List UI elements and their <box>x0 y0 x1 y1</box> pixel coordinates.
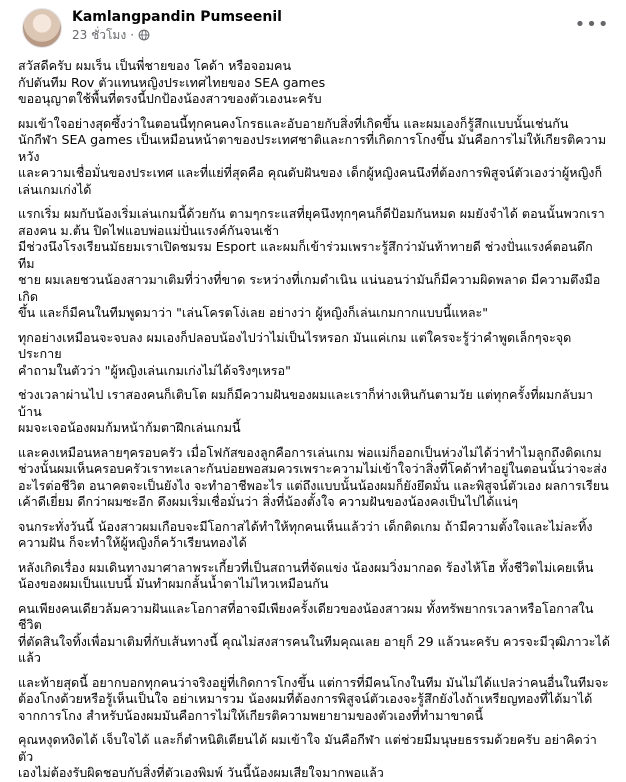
globe-icon <box>138 29 150 41</box>
post-body <box>12 58 614 782</box>
author-name[interactable]: Kamlangpandin Pumseenil <box>72 9 282 25</box>
post-paragraph: แรกเริ่ม ผมกับน้องเริ่มเล่นเกมนี้ด้วยกัน ตามๆกระแสที่ยุคนึงทุกๆคนก็ดีป้อมกันหมด ผมยังจำได้ ตอนนั้นพวกเรา สองคน ม.ต้น ปิดไฟแอบพ่อแม่ปั่นแรงค์กันจนเช้า มีช่วงนึงโรงเรียนมัธยมเราเปิดชมรม Esport และผมก็เข้าร่วมเพราะรู้สึกว่ามันท้าทายดี ช่วงปั่นแรงค์ตอนดึก ทีม ชาย ผมเลยชวนน้องสาวมาเติมที่ว่างที่ขาด ระหว่างที่เกมดำเนิน แน่นอนว่ามันก็มีความผิดพลาด มีความตึงมือเกิด ขึ้น และก็มีคนในทีมพูดมาว่า "เล่นโครตโง่เลย อย่างว่า ผู้หญิงก็เล่นเกมกากแบบนี้แหละ" <box>18 206 605 320</box>
post-paragraph: ทุกอย่างเหมือนจะจบลง ผมเองก็ปลอบน้องไปว่าไม่เป็นไรหรอก มันแค่เกม แต่ใครจะรู้ว่าคำพูดเล็กๆจะจุดประกาย คำถามในตัวว่า "ผู้หญิงเล่นเกมเก่งไม่ได้จริงๆเหรอ" <box>18 329 572 378</box>
post-paragraph: และคงเหมือนหลายๆครอบครัว เมื่อโฟกัสของลูกคือการเล่นเกม พ่อแม่ก็ออกเป็นห่วงไม่ได้ว่าทำไมลูกถึงติดเกม ช่วงนั้นผมเห็นครอบครัวเราทะเลาะกันบ่อยพอสมควรเพราะความไม่เข้าใจว่าสิ่งที่โคด้าทำอยู่ในตอนนั้นว่าจะส่ง อะไรต่อชีวิต อนาคตจะเป็นยังไง จะทำอาชีพอะไร แต่ถึงแบบนั้นน้องผมก็ยังยึดมั่น และพิสูจน์ตัวเอง ผลการเรียน เค้าดีเยี่ยม ดีกว่าผมซะอีก ดึงผมเริ่มเชื่อมั่นว่า สิ่งที่น้องตั้งใจ ความฝันของน้องคงเป็นไปได้แน่ๆ <box>18 444 609 509</box>
post-paragraph: ช่วงเวลาผ่านไป เราสองคนก็เติบโต ผมก็มีความฝันของผมและเราก็ห่างเหินกันตามวัย แต่ทุกครั้งที่ผมกลับมาบ้าน ผมจะเจอน้องผมก้มหน้าก้มตาฝึกเล่นเกมนี้ <box>18 387 594 435</box>
post-paragraph: ผมเข้าใจอย่างสุดซึ้งว่าในตอนนี้ทุกคนคงโกรธและอับอายกับสิ่งที่เกิดขึ้น และผมเองก็รู้สึกแบบนั้นเช่นกัน นักกีฬา SEA games เป็นเหมือนหน้าตาของประเทศชาติและการที่เกิดการโกงขึ้น มันคือการไม่ให้เกียรติความหวัง และความเชื่อมั่นของประเทศ และที่แย่ที่สุดคือ คุณดับฝันของ เด็กผู้หญิงคนนึงที่ต้องการพิสูจน์ตัวเองว่าผู้หญิงก็ เล่นเกมเก่งได้ <box>18 115 607 197</box>
post-paragraph: จนกระทั่งวันนี้ น้องสาวผมเกือบจะมีโอกาสได้ทำให้ทุกคนเห็นแล้วว่า เด็กติดเกม ถ้ามีความตั้งใจและไม่ละทิ้ง ความฝัน ก็จะทำให้ผู้หญิงก็คว้าเรียนทองได้ <box>18 518 593 550</box>
separator-dot: · <box>130 28 135 42</box>
post-paragraph: คนเพียงคนเดียวล้มความฝันและโอกาสที่อาจมีเพียงครั้งเดียวของน้องสาวผม ทั้งทรัพยากรเวลาหรือโอกาสในชีวิต ที่ตัดสินใจทิ้งเพื่อมาเติมที่กับเส้นทางนี้ คุณไม่สงสารคนในทีมคุณเลย อายุก็ 29 แล้วนะครับ ควรจะมีวุฒิภาวะได้ แล้ว <box>18 600 610 665</box>
post-header <box>12 0 614 58</box>
post-time[interactable]: 23 ชั่วโมง <box>72 28 127 42</box>
post-meta <box>72 8 282 43</box>
post-paragraph: และท้ายสุดนี้ อยากบอกทุกคนว่าจริงอยู่ที่เกิดการโกงขึ้น แต่การที่มีคนโกงในทีม มันไม่ได้แปลว่าคนอื่นในทีมจะ ต้องโกงด้วยหรือรู้เห็นเป็นใจ อย่าเหมารวม น้องผมที่ต้องการพิสูจน์ตัวเองจะรู้สึกยังไงถ้าเหรียญทองที่ได้มาได้ จากการโกง สำหรับน้องผมมันคือการไม่ให้เกียรติความพยายามของตัวเองที่ทำมาขาดนี้ <box>18 674 609 723</box>
avatar[interactable] <box>22 8 62 48</box>
post-paragraph: หลังเกิดเรื่อง ผมเดินทางมาศาลาพระเกี้ยวที่เป็นสถานที่จัดแข่ง น้องผมวิ่งมากอด ร้องไห้โฮ ทั้งชีวิตไม่เคยเห็น น้องของผมเป็นแบบนี้ มันทำผมกลั้นน้ำตาไม่ไหวเหมือนกัน <box>18 559 594 591</box>
post-paragraph: คุณหงุดหงิดได้ เจ็บใจได้ และก็ตำหนิติเตียนได้ ผมเข้าใจ มันคือกีฬา แต่ช่วยมีมนุษยธรรมด้วยครับ อย่าคิดว่าตัว เองไม่ต้องรับผิดชอบกับสิ่งที่ตัวเองพิมพ์ วันนี้น้องผมเสียใจมากพอแล้ว <box>18 732 597 780</box>
post-subtitle <box>72 27 282 43</box>
post-paragraph: สวัสดีครับ ผมเร็น เป็นพี่ชายของ โคด้า หรือจอมคน กัปตันทีม Rov ตัวแทนหญิงประเทศไทยของ SEA games ขออนุญาตใช้พื้นที่ตรงนี้ปกป้องน้องสาวของตัวเองนะครับ <box>18 58 326 106</box>
more-options-icon[interactable]: ••• <box>574 13 610 35</box>
